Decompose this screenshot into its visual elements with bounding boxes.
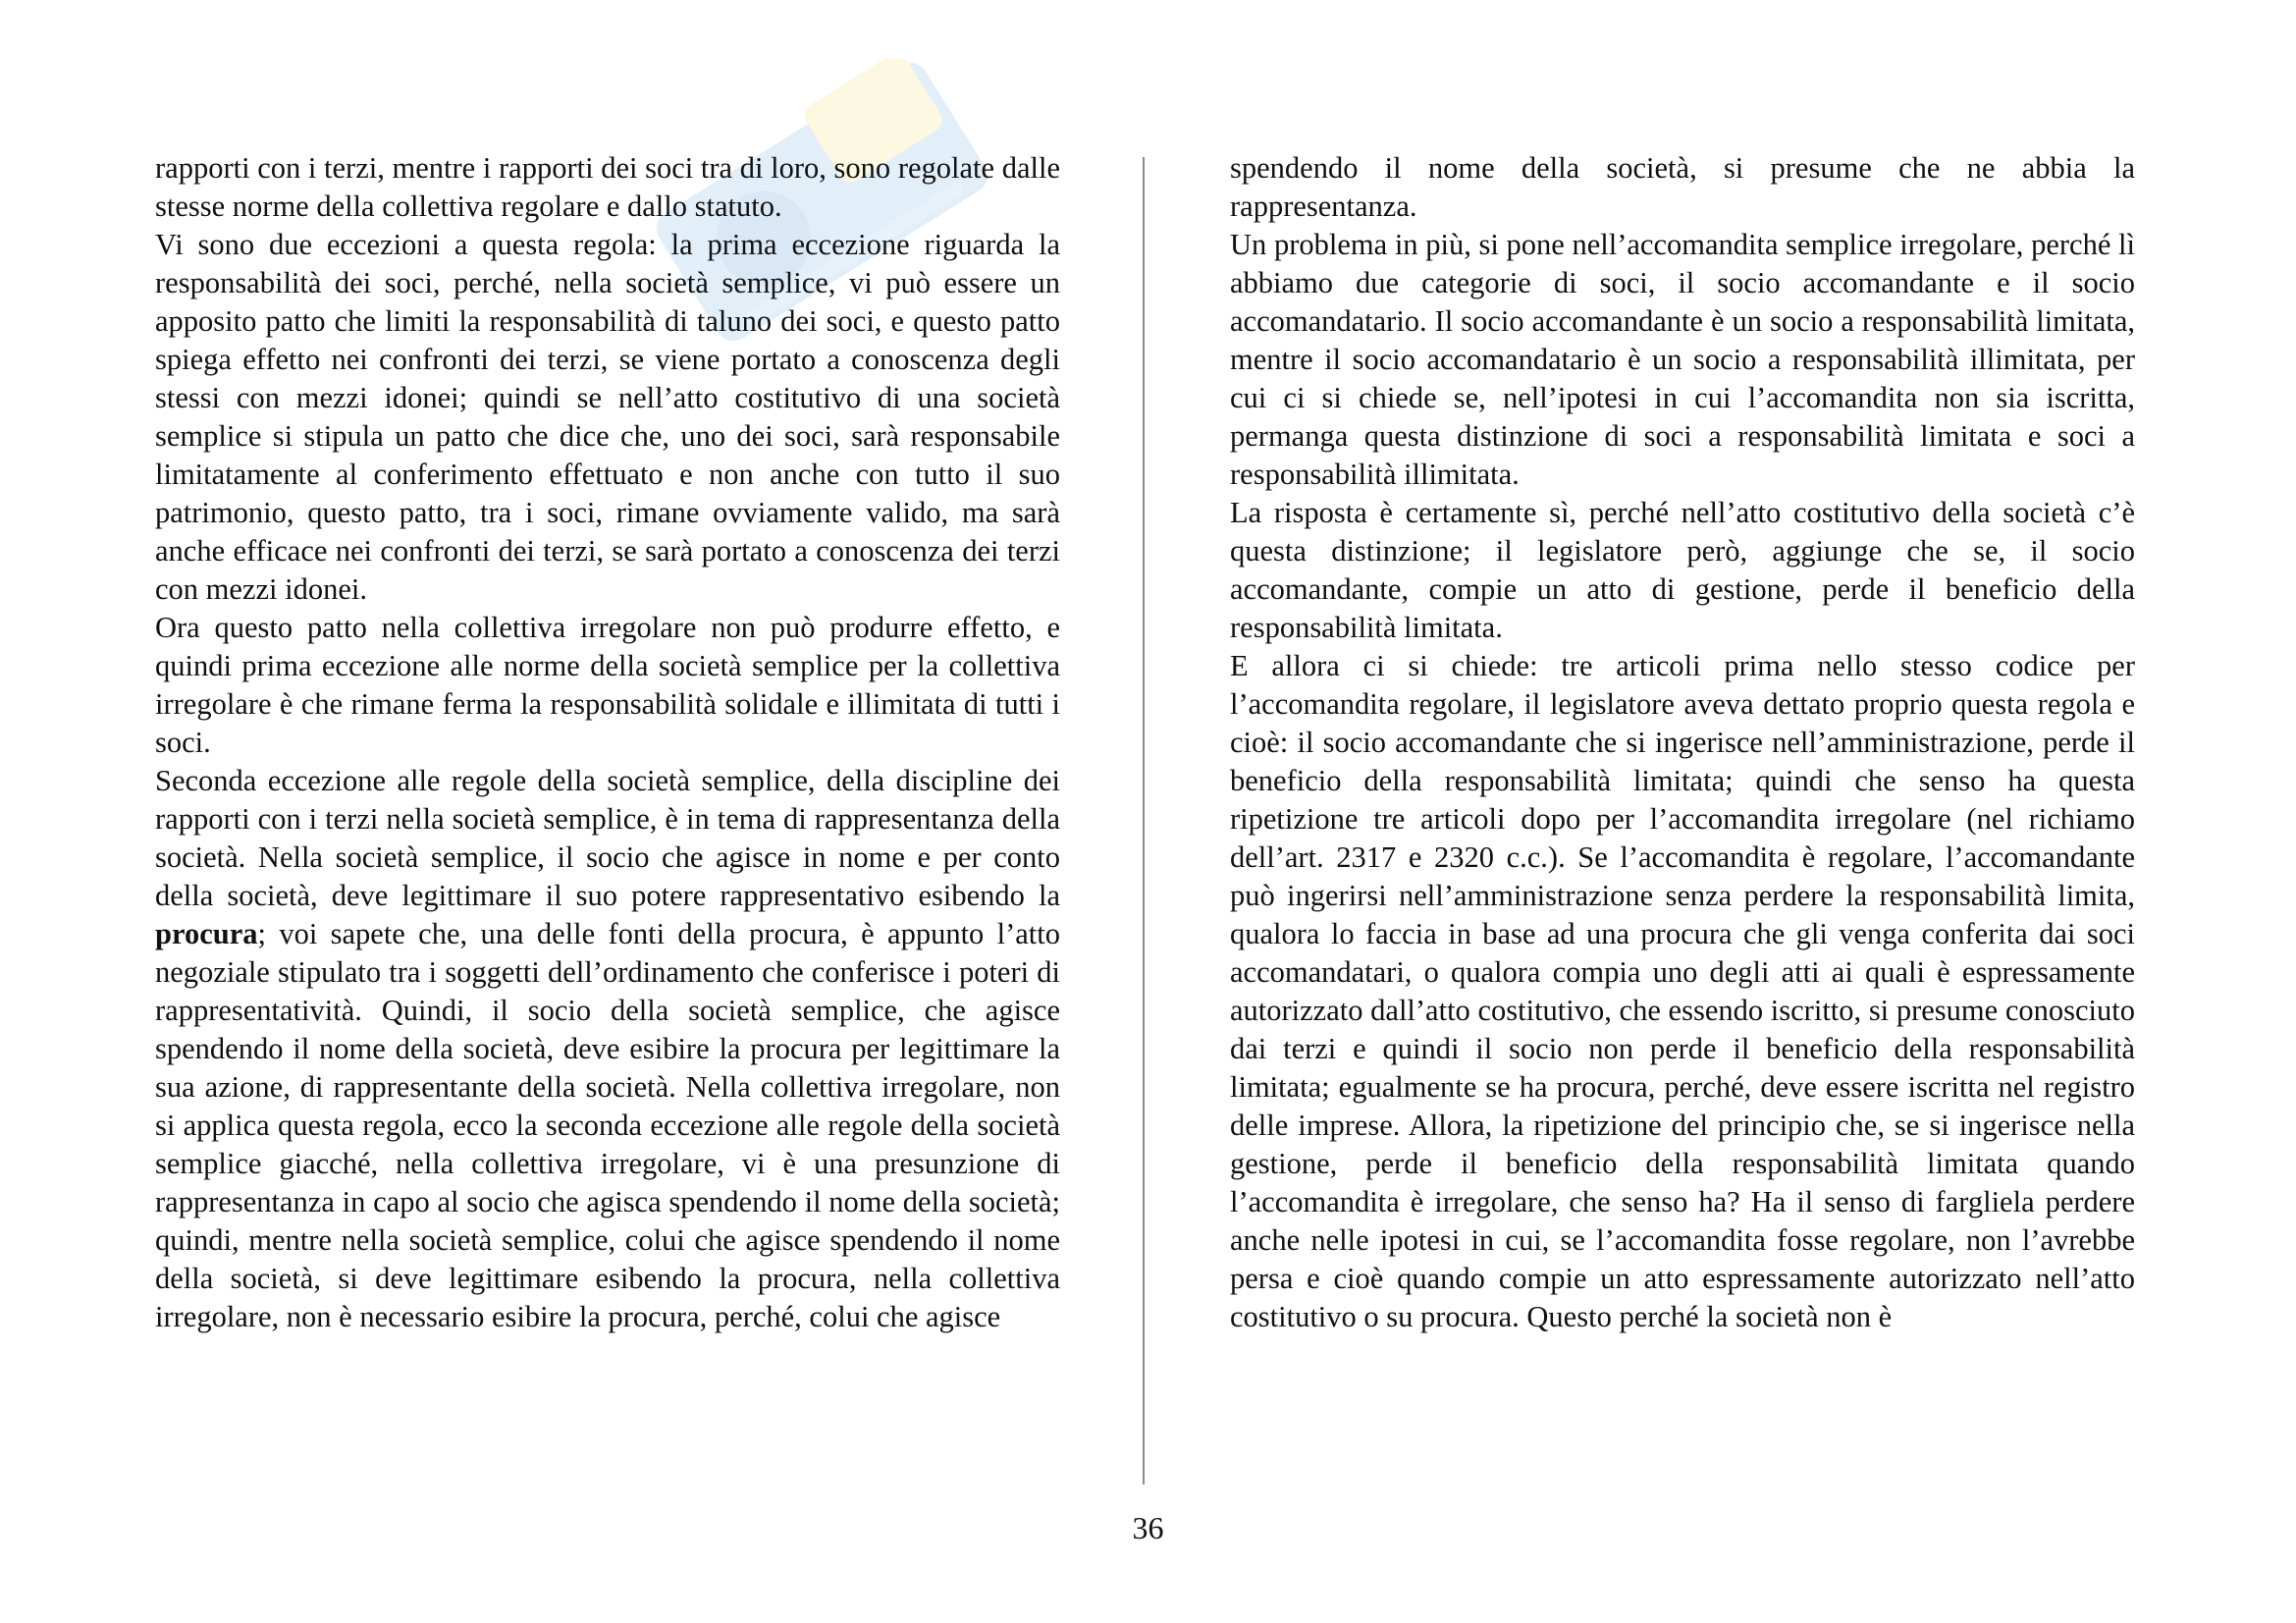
right-paragraph-1: spendendo il nome della società, si presume che ne abbia la rappresentanza.	[1230, 151, 2135, 223]
page-number: 36	[1132, 1510, 1164, 1545]
procura-bold-term: procura	[155, 917, 258, 950]
left-paragraph-4	[155, 762, 1060, 1336]
right-paragraph-4: E allora ci si chiede: tre articoli prima nello stesso codice per l’accomandita regolare, il legislatore aveva dettato proprio questa regola e cioè: il socio accomandante che si ingerisce nell’amministrazione, perde il beneficio della responsabilità limitata; quindi che senso ha questa ripetizione tre articoli dopo per l’accomandita irregolare (nel richiamo dell’art. 2317 e 2320 c.c.). Se l’accomandita è regolare, l’accomandante può ingerirsi nell’amministrazione senza perdere la responsabilità limita, qualora lo faccia in base ad una procura che gli venga conferita dai soci accomandatari, o qualora compia uno degli atti ai quali è espressamente autorizzato dall’atto costitutivo, che essendo iscritto, si presume conosciuto dai terzi e quindi il socio non perde il beneficio della responsabilità limitata; egualmente se ha procura, perché, deve essere iscritta nel registro delle imprese. Allora, la ripetizione del principio che, se si ingerisce nella gestione, perde il beneficio della responsabilità limitata quando l’accomandita è irregolare, che senso ha? Ha il senso di fargliela perdere anche nelle ipotesi in cui, se l’accomandita fosse regolare, non l’avrebbe persa e cioè quando compie un atto espressamente autorizzato nell’atto costitutivo o su procura. Questo perché la società non è	[1230, 649, 2135, 1333]
right-paragraph-3: La risposta è certamente sì, perché nell’atto costitutivo della società c’è questa distinzione; il legislatore però, aggiunge che se, il socio accomandante, compie un atto di gestione, perde il beneficio della responsabilità limitata.	[1230, 496, 2135, 644]
left-paragraph-2: Vi sono due eccezioni a questa regola: la prima eccezione riguarda la responsabilità dei soci, perché, nella società semplice, vi può essere un apposito patto che limiti la responsabilità di taluno dei soci, e questo patto spiega effetto nei confronti dei terzi, se viene portato a conoscenza degli stessi con mezzi idonei; quindi se nell’atto costitutivo di una società semplice si stipula un patto che dice che, uno dei soci, sarà responsabile limitatamente al conferimento effettuato e non anche con tutto il suo patrimonio, questo patto, tra i soci, rimane ovviamente valido, ma sarà anche efficace nei confronti dei terzi, se sarà portato a conoscenza dei terzi con mezzi idonei.	[155, 228, 1060, 606]
left-paragraph-1: rapporti con i terzi, mentre i rapporti dei soci tra di loro, sono regolate dalle stesse norme della collettiva regolare e dallo statuto.	[155, 151, 1060, 223]
right-column	[1230, 149, 2135, 1336]
column-divider	[1143, 157, 1145, 1485]
left-column	[155, 149, 1060, 1336]
left-paragraph-3: Ora questo patto nella collettiva irregolare non può produrre effetto, e quindi prima eccezione alle norme della società semplice per la collettiva irregolare è che rimane ferma la responsabilità solidale e illimitata di tutti i soci.	[155, 611, 1060, 759]
left-paragraph-4-end: ; voi sapete che, una delle fonti della procura, è appunto l’atto negoziale stipulato tra i soggetti dell’ordinamento che conferisce i poteri di rappresentatività. Quindi, il socio della società semplice, che agisce spendendo il nome della società, deve esibire la procura per legittimare la sua azione, di rappresentante della società. Nella collettiva irregolare, non si applica questa regola, ecco la seconda eccezione alle regole della società semplice giacché, nella collettiva irregolare, vi è una presunzione di rappresentanza in capo al socio che agisca spendendo il nome della società; quindi, mentre nella società semplice, colui che agisce spendendo il nome della società, si deve legittimare esibendo la procura, nella collettiva irregolare, non è necessario esibire la procura, perché, colui che agisce	[155, 917, 1060, 1333]
left-paragraph-4-start: Seconda eccezione alle regole della società semplice, della discipline dei rapporti con i terzi nella società semplice, è in tema di rappresentanza della società. Nella società semplice, il socio che agisce in nome e per conto della società, deve legittimare il suo potere rappresentativo esibendo la	[155, 764, 1060, 912]
right-paragraph-2: Un problema in più, si pone nell’accomandita semplice irregolare, perché lì abbiamo due categorie di soci, il socio accomandante e il socio accomandatario. Il socio accomandante è un socio a responsabilità limitata, mentre il socio accomandatario è un socio a responsabilità illimitata, per cui ci si chiede se, nell’ipotesi in cui l’accomandita non sia iscritta, permanga questa distinzione di soci a responsabilità limitata e soci a responsabilità illimitata.	[1230, 228, 2135, 491]
